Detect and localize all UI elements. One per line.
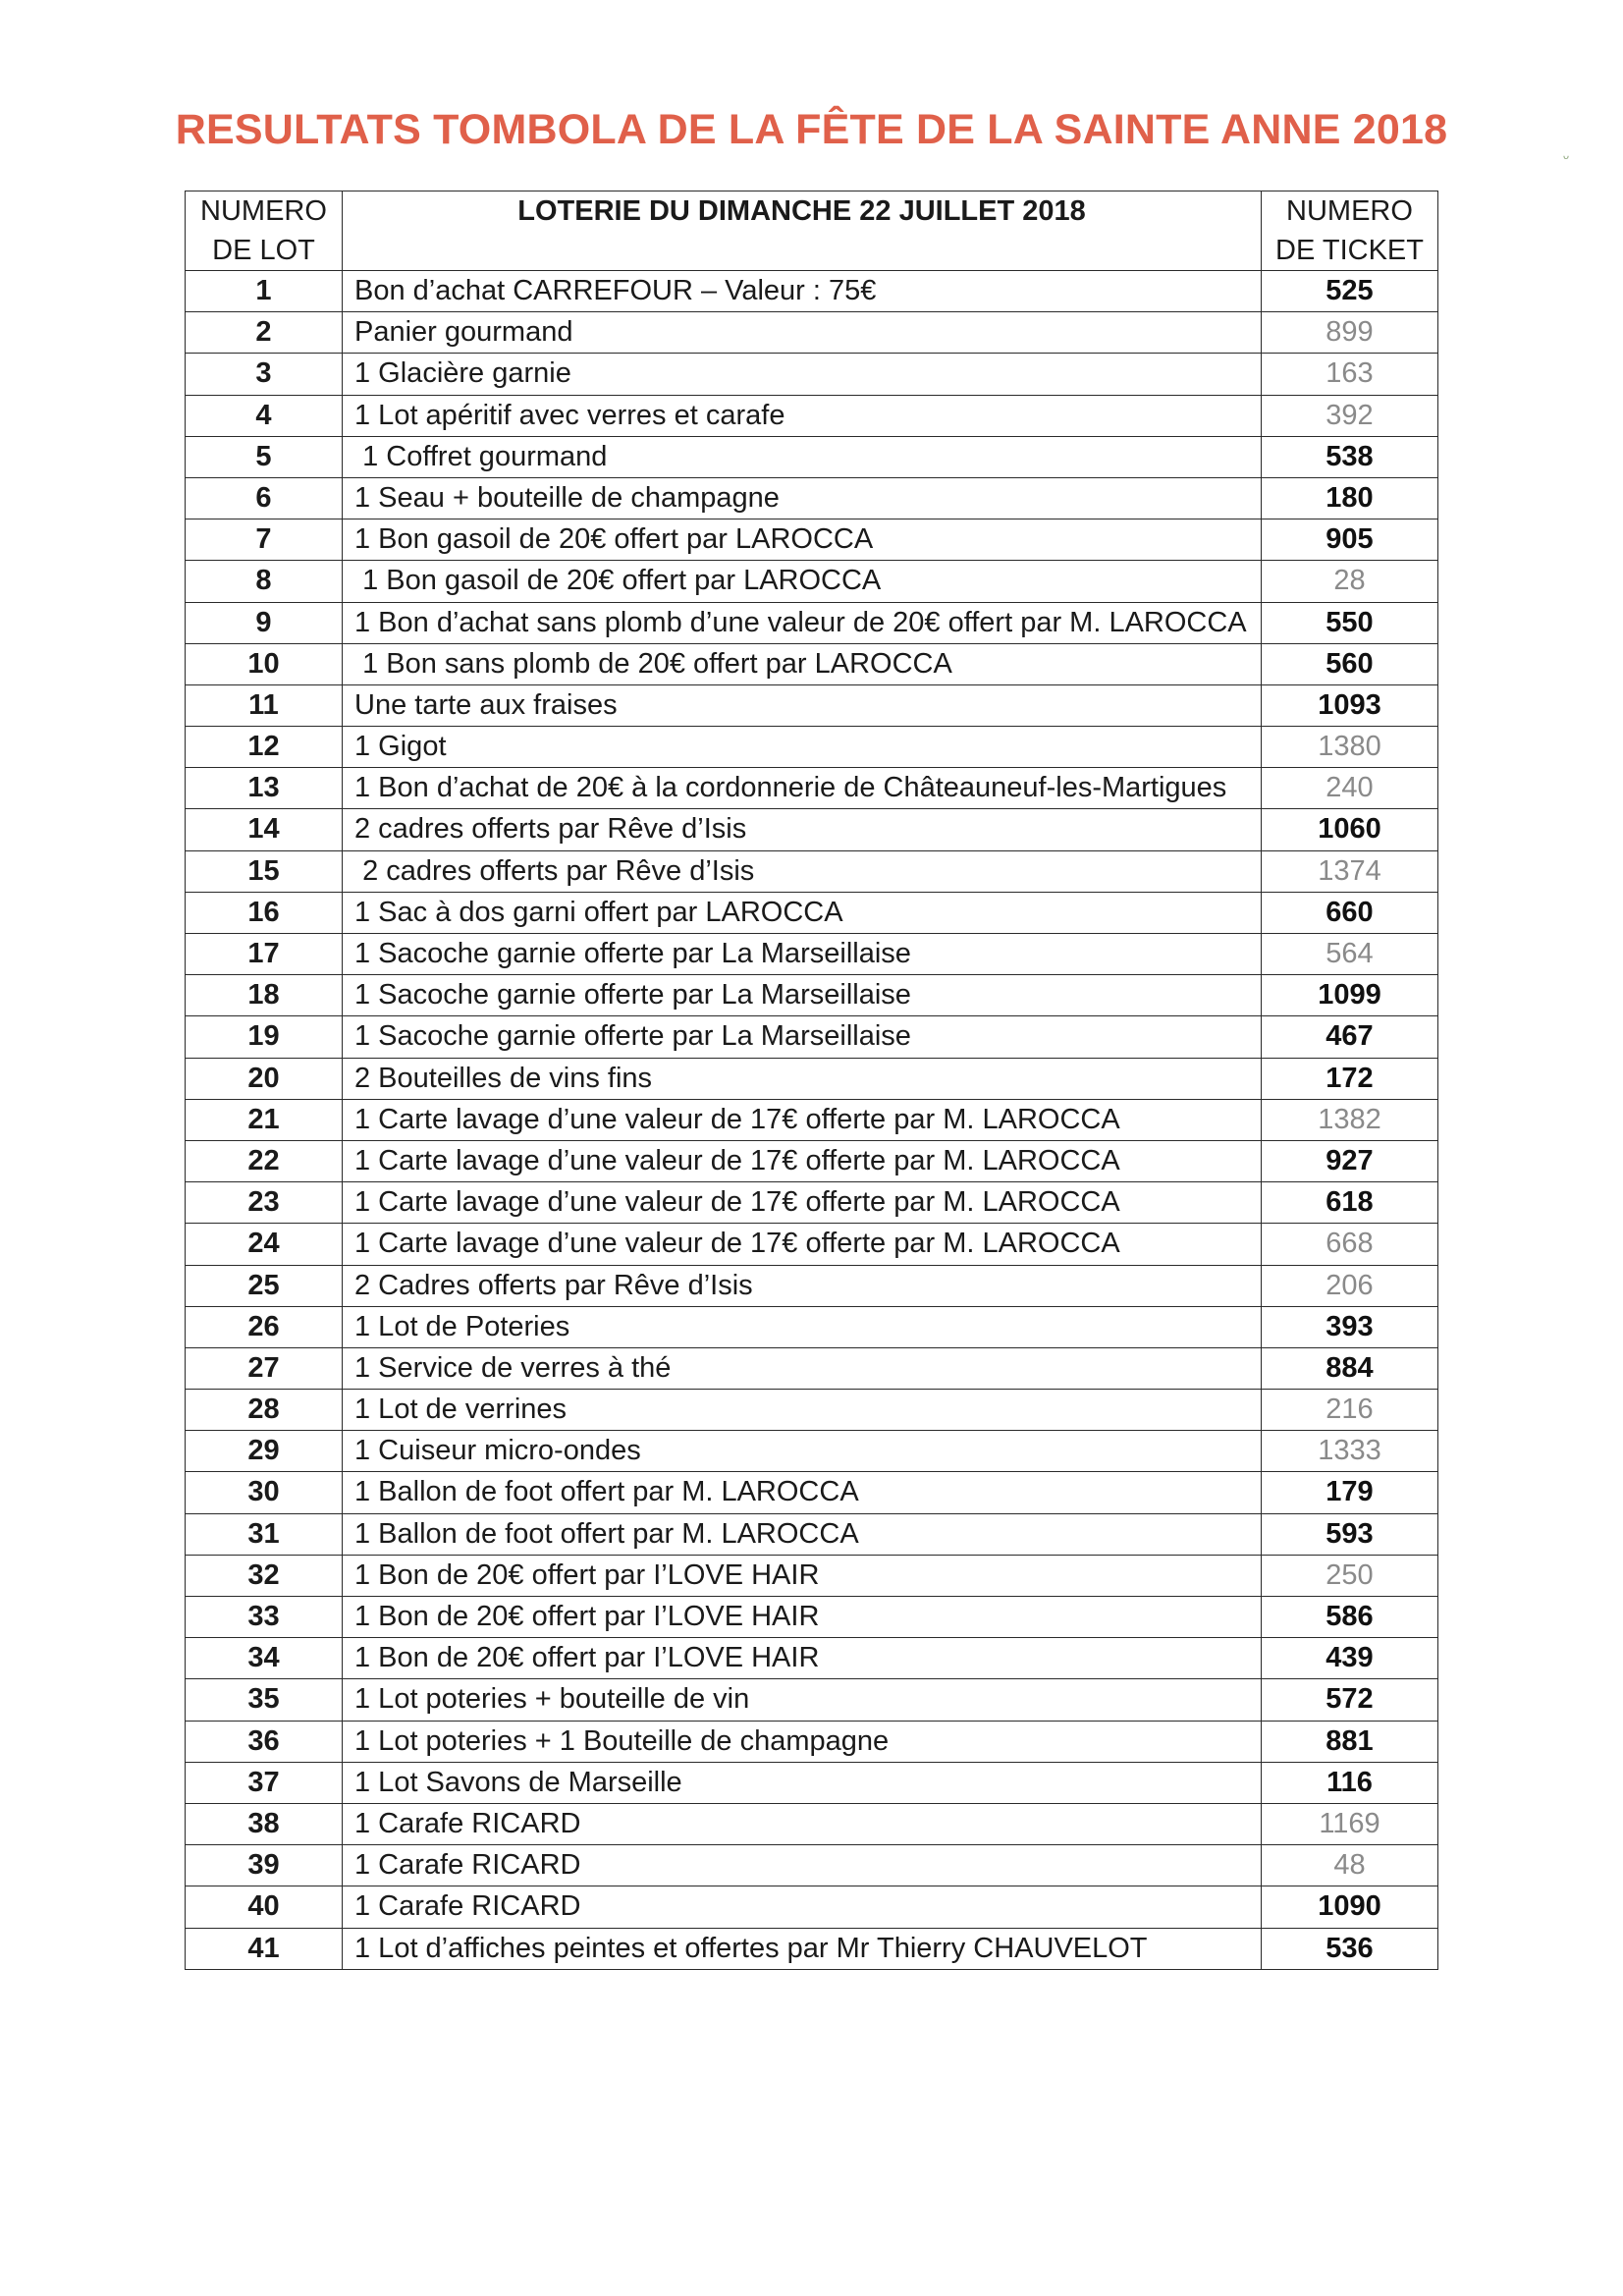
prize-description: 1 Lot d’affiches peintes et offertes par Mr Thierry CHAUVELOT (343, 1928, 1262, 1969)
lot-number: 16 (186, 892, 343, 933)
lot-number: 17 (186, 934, 343, 975)
lot-number: 24 (186, 1224, 343, 1265)
lot-number: 38 (186, 1803, 343, 1844)
ticket-number: 593 (1262, 1513, 1438, 1555)
lot-number: 22 (186, 1140, 343, 1181)
table-row (186, 1638, 1438, 1679)
prize-description: 1 Lot poteries + bouteille de vin (343, 1679, 1262, 1721)
results-table (185, 191, 1438, 1970)
table-row (186, 1140, 1438, 1181)
prize-description: 1 Carte lavage d’une valeur de 17€ offerte par M. LAROCCA (343, 1182, 1262, 1224)
table-row (186, 602, 1438, 643)
ticket-number: 116 (1262, 1762, 1438, 1803)
lot-number: 7 (186, 519, 343, 561)
prize-description: 1 Sac à dos garni offert par LAROCCA (343, 892, 1262, 933)
prize-description: 2 Bouteilles de vins fins (343, 1058, 1262, 1099)
table-row (186, 436, 1438, 477)
table-row (186, 1265, 1438, 1306)
prize-description: 1 Sacoche garnie offerte par La Marseillaise (343, 1016, 1262, 1058)
table-row (186, 1182, 1438, 1224)
lot-number: 3 (186, 354, 343, 395)
ticket-number: 899 (1262, 312, 1438, 354)
lot-number: 19 (186, 1016, 343, 1058)
table-row (186, 1390, 1438, 1431)
table-row (186, 1058, 1438, 1099)
ticket-number: 550 (1262, 602, 1438, 643)
lot-number: 21 (186, 1099, 343, 1140)
prize-description: 1 Lot de Poteries (343, 1306, 1262, 1347)
prize-description: 1 Ballon de foot offert par M. LAROCCA (343, 1472, 1262, 1513)
ticket-number: 881 (1262, 1721, 1438, 1762)
ticket-number: 1090 (1262, 1886, 1438, 1928)
ticket-number: 884 (1262, 1347, 1438, 1389)
ticket-number: 206 (1262, 1265, 1438, 1306)
page-title: RESULTATS TOMBOLA DE LA FÊTE DE LA SAINTE ANNE 2018 (175, 106, 1448, 153)
lot-number: 15 (186, 850, 343, 892)
ticket-number: 1374 (1262, 850, 1438, 892)
ticket-number: 250 (1262, 1555, 1438, 1596)
lot-number: 35 (186, 1679, 343, 1721)
prize-description: 1 Bon d’achat de 20€ à la cordonnerie de Châteauneuf-les-Martigues (343, 768, 1262, 809)
prize-description: 1 Carte lavage d’une valeur de 17€ offerte par M. LAROCCA (343, 1224, 1262, 1265)
ticket-number: 1333 (1262, 1431, 1438, 1472)
ticket-number: 525 (1262, 271, 1438, 312)
ticket-number: 668 (1262, 1224, 1438, 1265)
lot-number: 18 (186, 975, 343, 1016)
table-row (186, 1845, 1438, 1886)
table-row (186, 312, 1438, 354)
lot-number: 41 (186, 1928, 343, 1969)
table-row (186, 1721, 1438, 1762)
ticket-number: 564 (1262, 934, 1438, 975)
prize-description: Une tarte aux fraises (343, 684, 1262, 726)
lot-number: 27 (186, 1347, 343, 1389)
lot-number: 39 (186, 1845, 343, 1886)
ticket-number: 927 (1262, 1140, 1438, 1181)
table-header-row (186, 191, 1438, 271)
ticket-column-header: NUMERO DE TICKET (1262, 191, 1438, 271)
lot-number: 20 (186, 1058, 343, 1099)
prize-description: 1 Carafe RICARD (343, 1886, 1262, 1928)
table-row (186, 1347, 1438, 1389)
ticket-number: 586 (1262, 1597, 1438, 1638)
scan-mark: ᵕ (1563, 150, 1570, 167)
prize-description: 1 Seau + bouteille de champagne (343, 477, 1262, 519)
lottery-heading: LOTERIE DU DIMANCHE 22 JUILLET 2018 (343, 191, 1262, 271)
table-row (186, 561, 1438, 602)
ticket-number: 536 (1262, 1928, 1438, 1969)
ticket-number: 393 (1262, 1306, 1438, 1347)
lot-number: 37 (186, 1762, 343, 1803)
ticket-number: 240 (1262, 768, 1438, 809)
ticket-number: 467 (1262, 1016, 1438, 1058)
ticket-number: 660 (1262, 892, 1438, 933)
lot-number: 11 (186, 684, 343, 726)
prize-description: 1 Sacoche garnie offerte par La Marseillaise (343, 934, 1262, 975)
prize-description: 1 Lot de verrines (343, 1390, 1262, 1431)
ticket-number: 572 (1262, 1679, 1438, 1721)
prize-description: 1 Gigot (343, 727, 1262, 768)
ticket-number: 163 (1262, 354, 1438, 395)
prize-description: 1 Sacoche garnie offerte par La Marseillaise (343, 975, 1262, 1016)
lot-number: 31 (186, 1513, 343, 1555)
table-row (186, 892, 1438, 933)
prize-description: 1 Bon gasoil de 20€ offert par LAROCCA (343, 519, 1262, 561)
lot-number: 5 (186, 436, 343, 477)
lot-number: 23 (186, 1182, 343, 1224)
prize-description: 1 Service de verres à thé (343, 1347, 1262, 1389)
lot-number: 2 (186, 312, 343, 354)
table-row (186, 934, 1438, 975)
prize-description: 2 cadres offerts par Rêve d’Isis (343, 850, 1262, 892)
prize-description: 1 Cuiseur micro-ondes (343, 1431, 1262, 1472)
prize-description: 1 Coffret gourmand (343, 436, 1262, 477)
prize-description: 1 Bon gasoil de 20€ offert par LAROCCA (343, 561, 1262, 602)
lot-number: 29 (186, 1431, 343, 1472)
table-row (186, 1099, 1438, 1140)
table-row (186, 1928, 1438, 1969)
table-row (186, 727, 1438, 768)
table-row (186, 975, 1438, 1016)
ticket-number: 28 (1262, 561, 1438, 602)
prize-description: 1 Ballon de foot offert par M. LAROCCA (343, 1513, 1262, 1555)
table-row (186, 1016, 1438, 1058)
lot-number: 28 (186, 1390, 343, 1431)
lot-number: 4 (186, 395, 343, 436)
table-row (186, 809, 1438, 850)
prize-description: 1 Glacière garnie (343, 354, 1262, 395)
lot-number: 40 (186, 1886, 343, 1928)
ticket-number: 1382 (1262, 1099, 1438, 1140)
prize-description: 1 Lot poteries + 1 Bouteille de champagne (343, 1721, 1262, 1762)
ticket-number: 1093 (1262, 684, 1438, 726)
results-body (186, 271, 1438, 1970)
prize-description: 1 Carte lavage d’une valeur de 17€ offerte par M. LAROCCA (343, 1099, 1262, 1140)
prize-description: 1 Carte lavage d’une valeur de 17€ offerte par M. LAROCCA (343, 1140, 1262, 1181)
table-row (186, 1679, 1438, 1721)
ticket-number: 216 (1262, 1390, 1438, 1431)
ticket-number: 560 (1262, 643, 1438, 684)
lot-number: 34 (186, 1638, 343, 1679)
lot-number: 8 (186, 561, 343, 602)
lot-number: 33 (186, 1597, 343, 1638)
prize-description: Bon d’achat CARREFOUR – Valeur : 75€ (343, 271, 1262, 312)
ticket-number: 180 (1262, 477, 1438, 519)
table-row (186, 1472, 1438, 1513)
prize-description: 1 Lot apéritif avec verres et carafe (343, 395, 1262, 436)
ticket-number: 392 (1262, 395, 1438, 436)
table-row (186, 1803, 1438, 1844)
lot-number: 6 (186, 477, 343, 519)
prize-description: Panier gourmand (343, 312, 1262, 354)
lot-column-header: NUMERO DE LOT (186, 191, 343, 271)
table-row (186, 1306, 1438, 1347)
ticket-number: 1169 (1262, 1803, 1438, 1844)
lot-number: 26 (186, 1306, 343, 1347)
table-row (186, 1431, 1438, 1472)
lot-number: 13 (186, 768, 343, 809)
prize-description: 1 Bon de 20€ offert par I’LOVE HAIR (343, 1597, 1262, 1638)
lot-number: 25 (186, 1265, 343, 1306)
lot-number: 14 (186, 809, 343, 850)
table-row (186, 1762, 1438, 1803)
prize-description: 1 Lot Savons de Marseille (343, 1762, 1262, 1803)
table-row (186, 643, 1438, 684)
ticket-number: 172 (1262, 1058, 1438, 1099)
prize-description: 1 Carafe RICARD (343, 1845, 1262, 1886)
table-row (186, 1597, 1438, 1638)
table-row (186, 354, 1438, 395)
table-row (186, 477, 1438, 519)
table-row (186, 1513, 1438, 1555)
ticket-number: 618 (1262, 1182, 1438, 1224)
prize-description: 1 Bon de 20€ offert par I’LOVE HAIR (343, 1638, 1262, 1679)
prize-description: 2 Cadres offerts par Rêve d’Isis (343, 1265, 1262, 1306)
lot-number: 1 (186, 271, 343, 312)
lot-number: 10 (186, 643, 343, 684)
table-row (186, 850, 1438, 892)
prize-description: 2 cadres offerts par Rêve d’Isis (343, 809, 1262, 850)
lot-number: 32 (186, 1555, 343, 1596)
table-row (186, 768, 1438, 809)
ticket-number: 439 (1262, 1638, 1438, 1679)
ticket-number: 48 (1262, 1845, 1438, 1886)
table-row (186, 1886, 1438, 1928)
ticket-number: 538 (1262, 436, 1438, 477)
lot-number: 30 (186, 1472, 343, 1513)
lot-number: 12 (186, 727, 343, 768)
prize-description: 1 Bon sans plomb de 20€ offert par LAROCCA (343, 643, 1262, 684)
lot-number: 36 (186, 1721, 343, 1762)
table-row (186, 519, 1438, 561)
table-row (186, 684, 1438, 726)
ticket-number: 1099 (1262, 975, 1438, 1016)
prize-description: 1 Bon d’achat sans plomb d’une valeur de 20€ offert par M. LAROCCA (343, 602, 1262, 643)
table-row (186, 395, 1438, 436)
ticket-number: 1060 (1262, 809, 1438, 850)
lot-number: 9 (186, 602, 343, 643)
table-row (186, 1224, 1438, 1265)
table-row (186, 1555, 1438, 1596)
prize-description: 1 Bon de 20€ offert par I’LOVE HAIR (343, 1555, 1262, 1596)
ticket-number: 1380 (1262, 727, 1438, 768)
table-row (186, 271, 1438, 312)
ticket-number: 179 (1262, 1472, 1438, 1513)
prize-description: 1 Carafe RICARD (343, 1803, 1262, 1844)
ticket-number: 905 (1262, 519, 1438, 561)
